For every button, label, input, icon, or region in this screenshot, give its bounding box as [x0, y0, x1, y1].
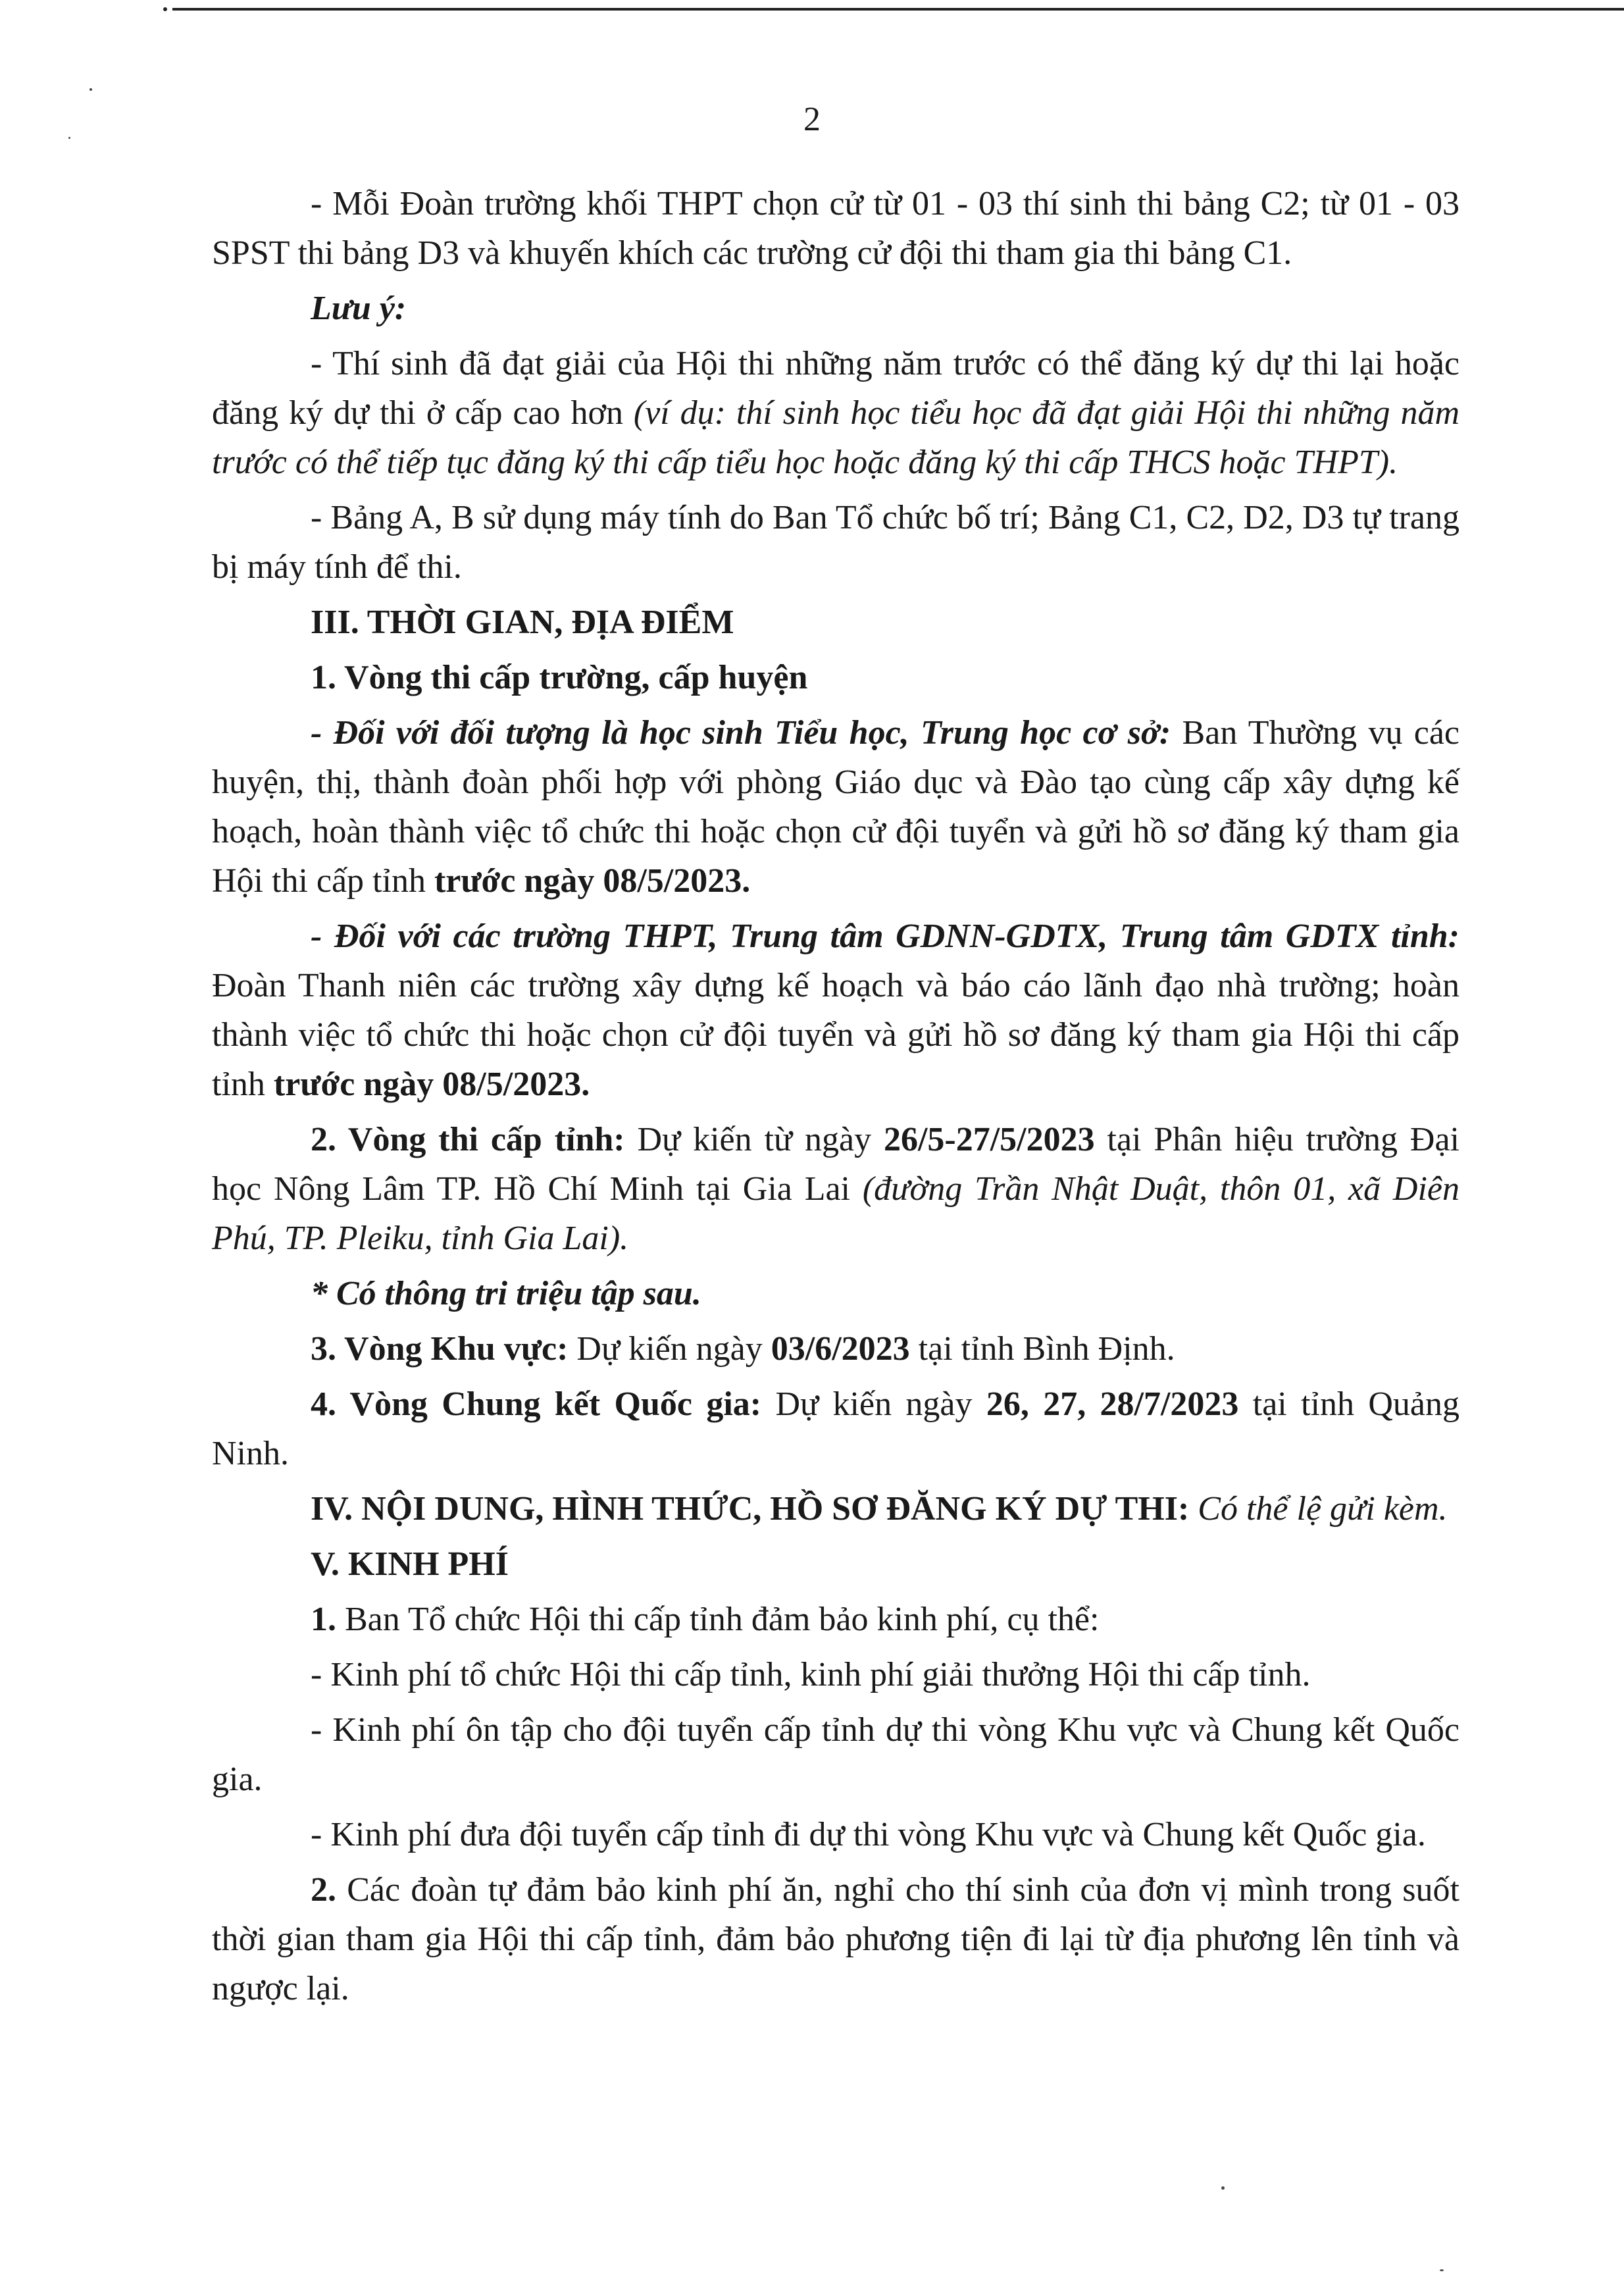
paragraph-funding-organization: - Kinh phí tổ chức Hội thi cấp tỉnh, kinh phí giải thưởng Hội thi cấp tỉnh.	[311, 1656, 1311, 1693]
subheading-school-district-round: 1. Vòng thi cấp trường, cấp huyện	[311, 659, 808, 696]
paragraph-summons-note: * Có thông tri triệu tập sau.	[311, 1275, 701, 1312]
top-border-line	[172, 8, 1624, 11]
paragraph-funding-travel: - Kinh phí đưa đội tuyển cấp tỉnh đi dự thi vòng Khu vực và Chung kết Quốc gia.	[311, 1816, 1426, 1853]
paragraph-regional-round: 3. Vòng Khu vực: Dự kiến ngày 03/6/2023 tại tỉnh Bình Định.	[311, 1330, 1175, 1368]
top-border-dot	[163, 7, 167, 11]
scan-speck	[89, 88, 92, 91]
scan-speck	[1221, 2186, 1225, 2190]
paragraph-high-schools: - Đối với các trường THPT, Trung tâm GDNN-GDTX, Trung tâm GDTX tỉnh: Đoàn Thanh niên các trường xây dựng kế hoạch và báo cáo lãnh đạo nhà trường; hoàn thành việc tổ chức thi hoặc chọn cử đội tuyển và gửi hồ sơ đăng ký tham gia Hội thi cấp tỉnh trước ngày 08/5/2023.	[212, 917, 1459, 1103]
section-heading-funding: V. KINH PHÍ	[311, 1545, 509, 1583]
section-heading-content-format: IV. NỘI DUNG, HÌNH THỨC, HỒ SƠ ĐĂNG KÝ DỰ THI: Có thể lệ gửi kèm.	[311, 1490, 1448, 1528]
paragraph-note-computers: - Bảng A, B sử dụng máy tính do Ban Tổ chức bố trí; Bảng C1, C2, D2, D3 tự trang bị máy tính để thi.	[212, 499, 1459, 586]
section-heading-time-location: III. THỜI GIAN, ĐỊA ĐIỂM	[311, 604, 734, 641]
paragraph-note-previous-winners: - Thí sinh đã đạt giải của Hội thi những năm trước có thể đăng ký dự thi lại hoặc đăng ký dự thi ở cấp cao hơn (ví dụ: thí sinh học tiểu học đã đạt giải Hội thi những năm trước có thể tiếp tục đăng ký thi cấp tiểu học hoặc đăng ký thi cấp THCS hoặc THPT).	[212, 345, 1459, 481]
paragraph-provincial-round: 2. Vòng thi cấp tỉnh: Dự kiến từ ngày 26/5-27/5/2023 tại Phân hiệu trường Đại học Nông Lâm TP. Hồ Chí Minh tại Gia Lai (đường Trần Nhật Duật, thôn 01, xã Diên Phú, TP. Pleiku, tỉnh Gia Lai).	[212, 1121, 1459, 1257]
paragraph-primary-secondary: - Đối với đối tượng là học sinh Tiểu học, Trung học cơ sở: Ban Thường vụ các huyện, thị, thành đoàn phối hợp với phòng Giáo dục và Đào tạo cùng cấp xây dựng kế hoạch, hoàn thành việc tổ chức thi hoặc chọn cử đội tuyển và gửi hồ sơ đăng ký tham gia Hội thi cấp tỉnh trước ngày 08/5/2023.	[212, 714, 1459, 900]
paragraph-funding-training: - Kinh phí ôn tập cho đội tuyển cấp tỉnh dự thi vòng Khu vực và Chung kết Quốc gia.	[212, 1711, 1459, 1798]
scan-speck	[1440, 2269, 1444, 2271]
document-body	[212, 179, 1459, 2019]
paragraph-thpt-registration: - Mỗi Đoàn trường khối THPT chọn cử từ 01 - 03 thí sinh thi bảng C2; từ 01 - 03 SPST thi bảng D3 và khuyến khích các trường cử đội thi tham gia thi bảng C1.	[212, 185, 1459, 272]
paragraph-funding-organizer: 1. Ban Tổ chức Hội thi cấp tỉnh đảm bảo kinh phí, cụ thể:	[311, 1601, 1100, 1638]
paragraph-national-final: 4. Vòng Chung kết Quốc gia: Dự kiến ngày 26, 27, 28/7/2023 tại tỉnh Quảng Ninh.	[212, 1385, 1459, 1472]
page-number: 2	[803, 101, 821, 138]
paragraph-note-heading: Lưu ý:	[311, 290, 407, 327]
paragraph-funding-delegations: 2. Các đoàn tự đảm bảo kinh phí ăn, nghỉ cho thí sinh của đơn vị mình trong suốt thời gian tham gia Hội thi cấp tỉnh, đảm bảo phương tiện đi lại từ địa phương lên tỉnh và ngược lại.	[212, 1871, 1459, 2007]
